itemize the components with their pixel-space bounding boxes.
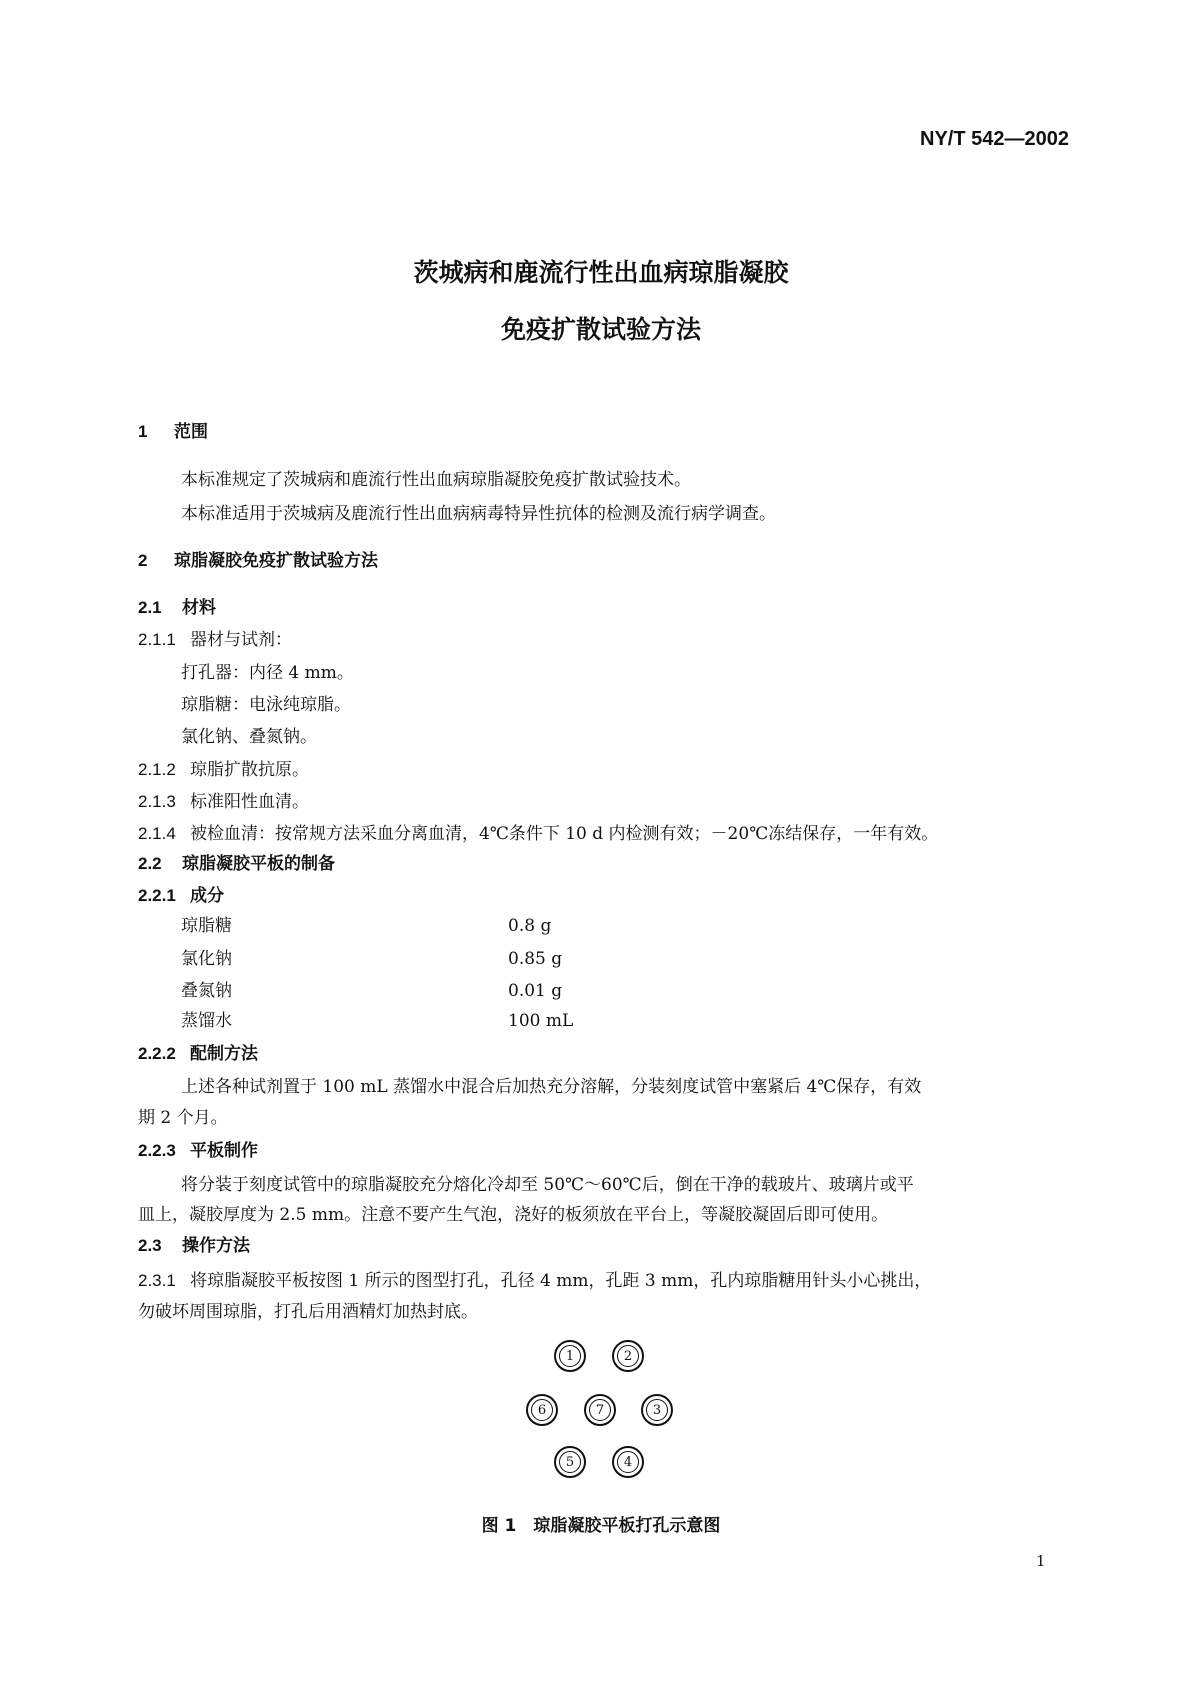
well-1: 1 bbox=[554, 1340, 586, 1372]
clause-2-1-3: 2.1.3 标准阳性血清。 bbox=[138, 792, 309, 812]
section-2-3-heading: 2.3 操作方法 bbox=[138, 1236, 250, 1256]
section-2-1-heading: 2.1 材料 bbox=[138, 598, 216, 618]
well-4: 4 bbox=[612, 1446, 644, 1478]
clause-2-2-2-heading: 2.2.2 配制方法 bbox=[138, 1044, 258, 1064]
well-7: 7 bbox=[584, 1394, 616, 1426]
ingredient-row: 琼脂糖 0.8 g bbox=[181, 916, 552, 936]
well-2: 2 bbox=[612, 1340, 644, 1372]
ingredient-row: 蒸馏水 100 mL bbox=[181, 1011, 574, 1031]
section-2-2-heading: 2.2 琼脂凝胶平板的制备 bbox=[138, 854, 335, 874]
clause-2-1-4: 2.1.4 被检血清：按常规方法采血分离血清，4℃条件下 10 d 内检测有效；－20℃冻结保存，一年有效。 bbox=[138, 824, 939, 844]
standard-number: NY/T 542—2002 bbox=[920, 128, 1069, 150]
doc-title-line-2: 免疫扩散试验方法 bbox=[500, 315, 701, 344]
paragraph: 上述各种试剂置于 100 mL 蒸馏水中混合后加热充分溶解，分装刻度试管中塞紧后 4℃保存，有效 bbox=[181, 1077, 922, 1097]
section-1-heading: 1 范围 bbox=[138, 422, 208, 442]
section-2-heading: 2 琼脂凝胶免疫扩散试验方法 bbox=[138, 551, 378, 571]
doc-title-line-1: 茨城病和鹿流行性出血病琼脂凝胶 bbox=[413, 258, 789, 287]
paragraph: 勿破坏周围琼脂，打孔后用酒精灯加热封底。 bbox=[138, 1302, 478, 1322]
paragraph: 本标准规定了茨城病和鹿流行性出血病琼脂凝胶免疫扩散试验技术。 bbox=[181, 470, 691, 490]
clause-2-2-1-heading: 2.2.1 成分 bbox=[138, 886, 224, 906]
paragraph: 将分装于刻度试管中的琼脂凝胶充分熔化冷却至 50℃～60℃后，倒在干净的载玻片、玻璃片或平 bbox=[181, 1175, 914, 1195]
figure-caption: 图 1 琼脂凝胶平板打孔示意图 bbox=[481, 1516, 721, 1536]
list-item: 琼脂糖：电泳纯琼脂。 bbox=[181, 695, 351, 715]
clause-2-2-3-heading: 2.2.3 平板制作 bbox=[138, 1141, 258, 1161]
list-item: 打孔器：内径 4 mm。 bbox=[181, 663, 354, 683]
page-number: 1 bbox=[1036, 1552, 1046, 1570]
paragraph: 本标准适用于茨城病及鹿流行性出血病病毒特异性抗体的检测及流行病学调查。 bbox=[181, 504, 776, 524]
well-5: 5 bbox=[554, 1446, 586, 1478]
ingredient-row: 氯化钠 0.85 g bbox=[181, 949, 563, 969]
well-3: 3 bbox=[641, 1394, 673, 1426]
ingredient-row: 叠氮钠 0.01 g bbox=[181, 981, 563, 1001]
clause-2-1-1: 2.1.1 器材与试剂： bbox=[138, 630, 292, 650]
clause-2-1-2: 2.1.2 琼脂扩散抗原。 bbox=[138, 760, 309, 780]
well-6: 6 bbox=[526, 1394, 558, 1426]
paragraph: 皿上，凝胶厚度为 2.5 mm。注意不要产生气泡，浇好的板须放在平台上，等凝胶凝固后即可使用。 bbox=[138, 1205, 889, 1225]
list-item: 氯化钠、叠氮钠。 bbox=[181, 727, 317, 747]
paragraph: 期 2 个月。 bbox=[138, 1108, 228, 1128]
clause-2-3-1: 2.3.1 将琼脂凝胶平板按图 1 所示的图型打孔，孔径 4 mm，孔距 3 mm，孔内琼脂糖用针头小心挑出， bbox=[138, 1271, 932, 1291]
